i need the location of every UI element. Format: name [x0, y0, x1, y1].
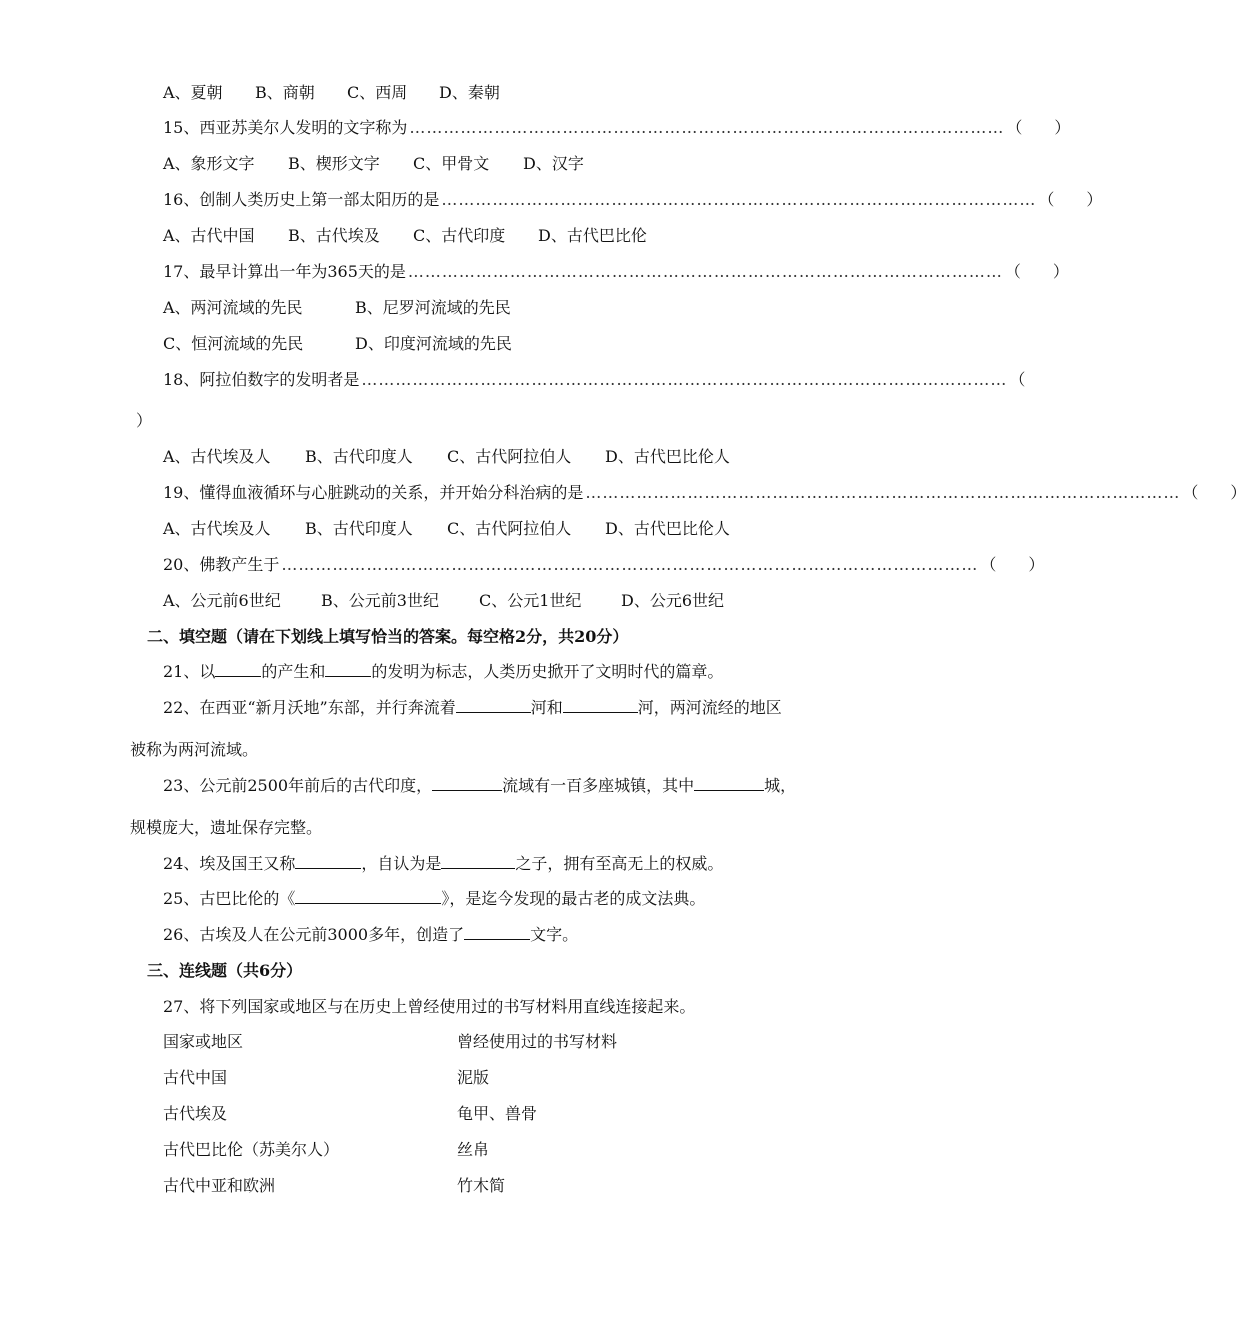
q17-question	[163, 262, 1069, 282]
q20-option-b: B、公元前3世纪	[321, 591, 439, 610]
q22-text-b: 河和	[530, 698, 563, 717]
leader-dots: ……………………………………………………………………………………………	[585, 483, 1181, 502]
q15-option-b: B、楔形文字	[288, 154, 380, 173]
q16-option-d: D、古代巴比伦	[538, 226, 647, 245]
q16-option-c: C、古代印度	[413, 226, 506, 245]
q25-text-a: 25、古巴比伦的《	[163, 889, 296, 908]
match-right-item[interactable]: 丝帛	[457, 1140, 490, 1159]
match-left-header: 国家或地区	[163, 1032, 244, 1051]
match-left-item[interactable]: 古代巴比伦（苏美尔人）	[163, 1140, 340, 1159]
q17-option-d: D、印度河流域的先民	[355, 334, 512, 353]
q21-blank-1[interactable]	[215, 662, 261, 677]
section-2-heading: 二、填空题（请在下划线上填写恰当的答案。每空格2分，共20分）	[147, 627, 629, 646]
q21-blank-2[interactable]	[325, 662, 371, 677]
match-row	[163, 1176, 838, 1196]
q17-options-row2	[163, 334, 838, 354]
q20-text: 20、佛教产生于	[163, 555, 280, 574]
match-right-item[interactable]: 龟甲、兽骨	[457, 1104, 538, 1123]
q20-question	[163, 555, 1045, 575]
q25-text-b: 》，是迄今发现的最古老的成文法典。	[441, 889, 706, 908]
q24-text-b: ，自认为是	[361, 854, 442, 873]
q14-option-b: B、商朝	[255, 83, 315, 102]
q26-question	[163, 925, 838, 945]
q19-option-c: C、古代阿拉伯人	[447, 519, 572, 538]
q25-question	[163, 889, 838, 909]
q15-question	[163, 118, 1071, 138]
q17-options-row1	[163, 298, 838, 318]
q18-options	[163, 447, 838, 467]
q17-text: 17、最早计算出一年为365天的是	[163, 262, 406, 281]
q22-blank-2[interactable]	[563, 698, 638, 713]
q27-question: 27、将下列国家或地区与在历史上曾经使用过的书写材料用直线连接起来。	[163, 997, 696, 1016]
match-left-item[interactable]: 古代埃及	[163, 1104, 228, 1123]
q22-question	[163, 698, 822, 718]
q24-question	[163, 854, 838, 874]
leader-dots: ……………………………………………………………………………………………	[441, 190, 1037, 209]
q19-option-b: B、古代印度人	[305, 519, 413, 538]
q24-blank-2[interactable]	[441, 854, 515, 869]
q22-text-a: 22、在西亚“新月沃地”东部，并行奔流着	[163, 698, 456, 717]
q21-text-c: 的发明为标志，人类历史掀开了文明时代的篇章。	[371, 662, 724, 681]
q16-option-a: A、古代中国	[163, 226, 255, 245]
q17-option-b: B、尼罗河流域的先民	[355, 298, 511, 317]
q19-options	[163, 519, 838, 539]
q16-text: 16、创制人类历史上第一部太阳历的是	[163, 190, 440, 209]
q18-option-b: B、古代印度人	[305, 447, 413, 466]
q20-options	[163, 591, 838, 611]
answer-paren: （ ）	[1038, 190, 1103, 209]
q19-option-d: D、古代巴比伦人	[605, 519, 730, 538]
q18-option-d: D、古代巴比伦人	[605, 447, 730, 466]
q21-question	[163, 662, 838, 682]
q15-option-c: C、甲骨文	[413, 154, 490, 173]
q16-option-b: B、古代埃及	[288, 226, 380, 245]
match-header-row	[163, 1032, 838, 1052]
match-right-item[interactable]: 泥版	[457, 1068, 490, 1087]
q18-paren-close: ）	[136, 411, 153, 430]
leader-dots: ……………………………………………………………………………………………	[409, 118, 1005, 137]
q26-text-a: 26、古埃及人在公元前3000多年，创造了	[163, 925, 465, 944]
q14-option-d: D、秦朝	[439, 83, 500, 102]
q16-question	[163, 190, 1103, 210]
answer-paren-open: （	[1009, 370, 1026, 389]
q26-blank-1[interactable]	[464, 925, 530, 940]
q15-text: 15、西亚苏美尔人发明的文字称为	[163, 118, 408, 137]
section-3-heading: 三、连线题（共6分）	[147, 961, 303, 980]
q18-text: 18、阿拉伯数字的发明者是	[163, 370, 360, 389]
answer-paren: （ ）	[1182, 483, 1246, 502]
q19-option-a: A、古代埃及人	[163, 519, 271, 538]
answer-paren: （ ）	[1006, 118, 1071, 137]
match-row	[163, 1068, 838, 1088]
q19-question	[163, 483, 1246, 503]
q24-text-c: 之子，拥有至高无上的权威。	[515, 854, 724, 873]
match-right-item[interactable]: 竹木简	[457, 1176, 506, 1195]
q26-text-b: 文字。	[530, 925, 579, 944]
q15-option-d: D、汉字	[523, 154, 584, 173]
q20-option-a: A、公元前6世纪	[163, 591, 281, 610]
match-right-header: 曾经使用过的书写材料	[457, 1032, 618, 1051]
q18-option-c: C、古代阿拉伯人	[447, 447, 572, 466]
q14-option-a: A、夏朝	[163, 83, 223, 102]
q22-blank-1[interactable]	[456, 698, 531, 713]
q19-text: 19、懂得血液循环与心脏跳动的关系，并开始分科治病的是	[163, 483, 584, 502]
q17-option-c: C、恒河流域的先民	[163, 334, 304, 353]
q16-options	[163, 226, 838, 246]
q23-text-a: 23、公元前2500年前后的古代印度，	[163, 776, 433, 795]
q21-text-a: 21、以	[163, 662, 216, 681]
q21-text-b: 的产生和	[261, 662, 326, 681]
match-left-item[interactable]: 古代中国	[163, 1068, 228, 1087]
match-row	[163, 1140, 838, 1160]
answer-paren: （ ）	[980, 555, 1045, 574]
q14-options	[163, 83, 838, 103]
q20-option-c: C、公元1世纪	[479, 591, 582, 610]
leader-dots: ……………………………………………………………………………………………	[407, 262, 1003, 281]
leader-dots: ……………………………………………………………………………………………………	[361, 370, 1008, 389]
q15-option-a: A、象形文字	[163, 154, 255, 173]
answer-paren: （ ）	[1004, 262, 1069, 281]
q25-blank-1[interactable]	[295, 889, 441, 904]
q23-question	[163, 776, 822, 796]
q17-option-a: A、两河流域的先民	[163, 298, 303, 317]
q15-options	[163, 154, 838, 174]
q18-option-a: A、古代埃及人	[163, 447, 271, 466]
q23-blank-1[interactable]	[432, 776, 502, 791]
q22-text-c: 河，两河流经的地区	[637, 698, 782, 717]
q20-option-d: D、公元6世纪	[621, 591, 725, 610]
q23-text-c: 城，	[764, 776, 797, 795]
q23-text-b: 流域有一百多座城镇，其中	[502, 776, 695, 795]
q23-continuation: 规模庞大，遗址保存完整。	[130, 818, 323, 837]
q23-blank-2[interactable]	[694, 776, 764, 791]
q14-option-c: C、西周	[347, 83, 408, 102]
match-row	[163, 1104, 838, 1124]
q24-text-a: 24、埃及国王又称	[163, 854, 296, 873]
match-left-item[interactable]: 古代中亚和欧洲	[163, 1176, 276, 1195]
leader-dots: ……………………………………………………………………………………………………………	[281, 555, 979, 574]
q18-question	[163, 370, 1026, 390]
q24-blank-1[interactable]	[295, 854, 361, 869]
q22-continuation: 被称为两河流域。	[130, 740, 259, 759]
